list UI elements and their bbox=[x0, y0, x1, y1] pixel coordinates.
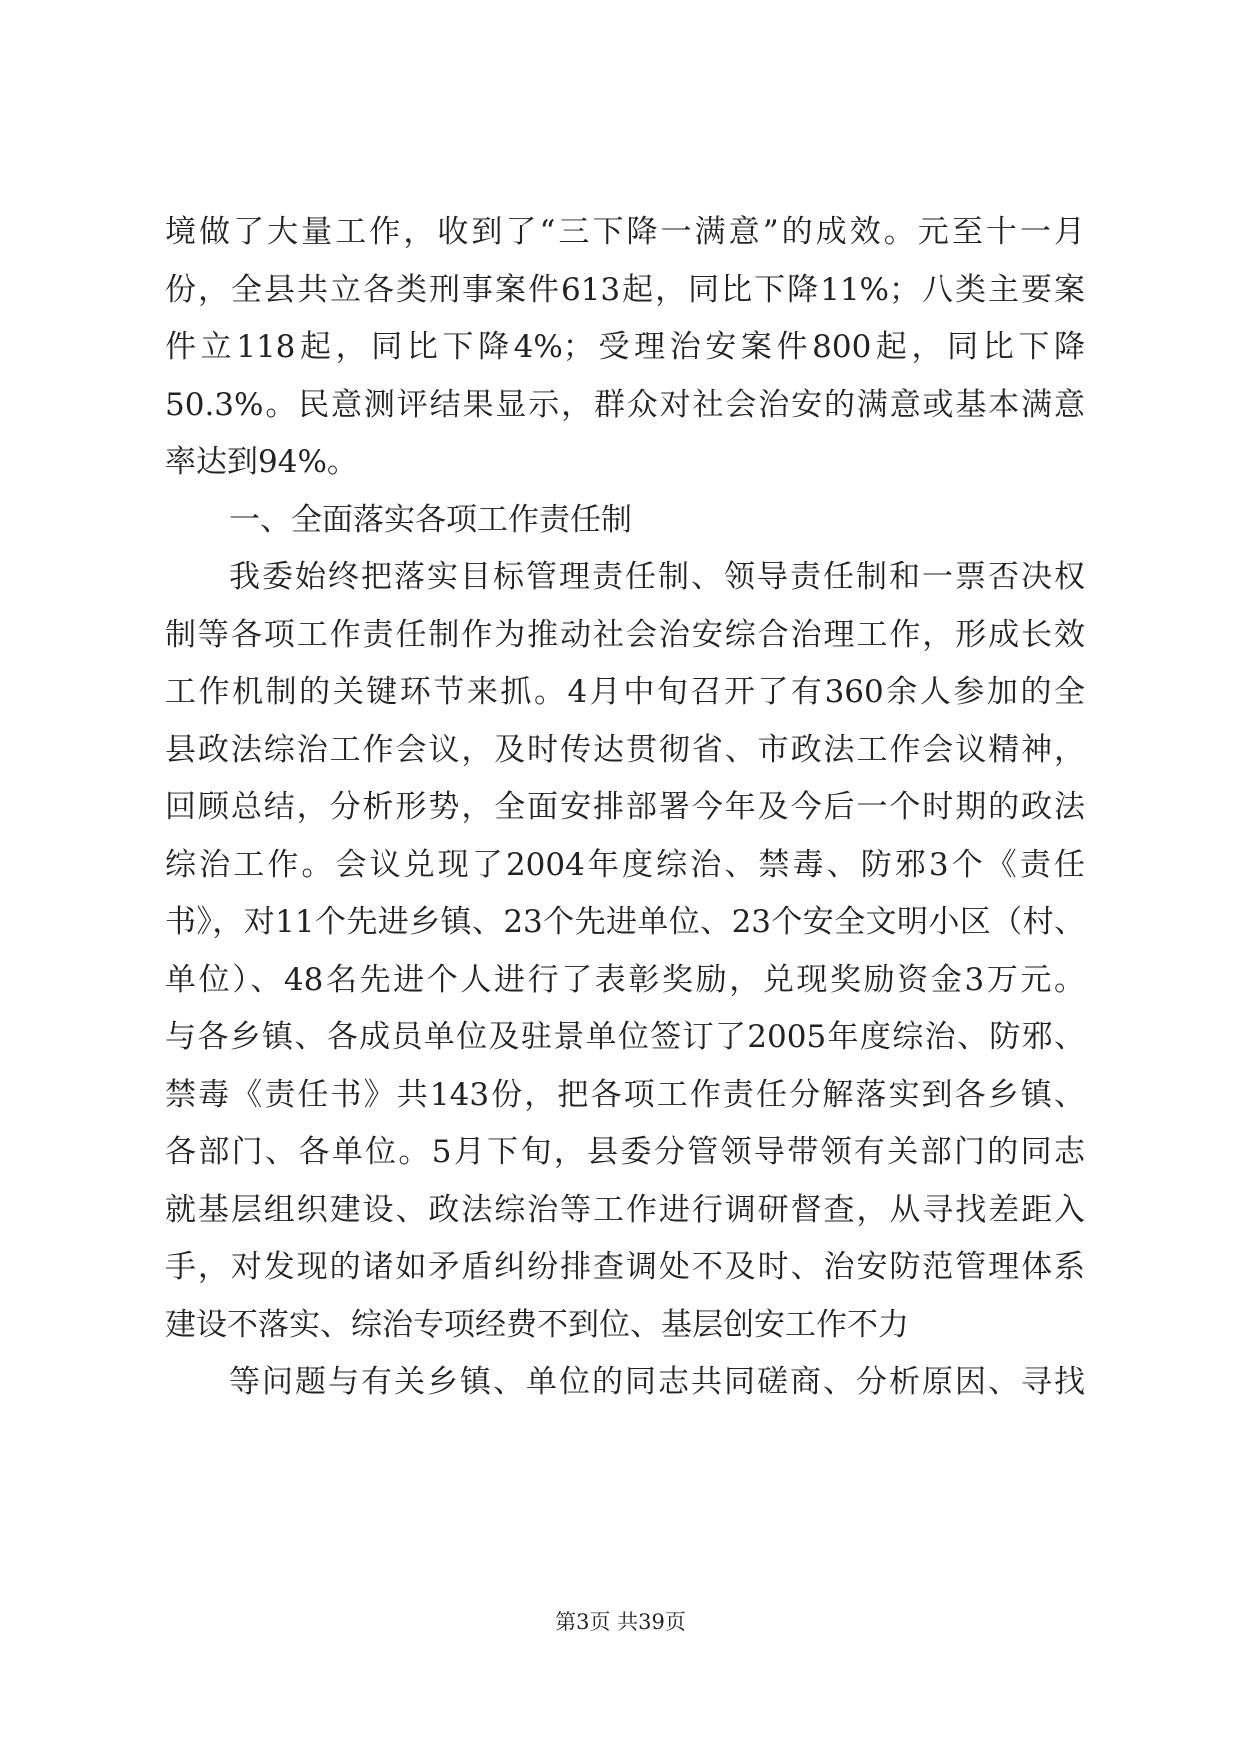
text-line: 就基层组织建设、政法综治等工作进行调研督查，从寻找差距入 bbox=[165, 1191, 1085, 1228]
text-line: 我委始终把落实目标管理责任制、领导责任制和一票否决权 bbox=[229, 559, 1085, 595]
text-line: 各部门、各单位。5月下旬，县委分管领导带领有关部门的同志 bbox=[165, 1134, 1085, 1170]
section-heading: 一、全面落实各项工作责任制 bbox=[229, 501, 632, 538]
text-line: 建设不落实、综治专项经费不到位、基层创安工作不力 bbox=[165, 1306, 909, 1343]
text-line: 书》，对11个先进乡镇、23个先进单位、23个安全文明小区（村、 bbox=[165, 904, 1085, 940]
text-line: 境做了大量工作，收到了“三下降一满意”的成效。元至十一月 bbox=[165, 214, 1085, 250]
text-line: 50.3%。民意测评结果显示，群众对社会治安的满意或基本满意 bbox=[165, 386, 1085, 423]
text-line: 份，全县共立各类刑事案件613起，同比下降11%；八类主要案 bbox=[165, 271, 1085, 308]
text-line: 件立118起，同比下降4%；受理治安案件800起，同比下降 bbox=[165, 329, 1085, 365]
text-line: 与各乡镇、各成员单位及驻景单位签订了2005年度综治、防邪、 bbox=[165, 1019, 1085, 1055]
text-line: 禁毒《责任书》共143份，把各项工作责任分解落实到各乡镇、 bbox=[165, 1076, 1085, 1113]
text-line: 回顾总结，分析形势，全面安排部署今年及今后一个时期的政法 bbox=[165, 789, 1085, 825]
text-line: 县政法综治工作会议，及时传达贯彻省、市政法工作会议精神， bbox=[165, 731, 1085, 768]
text-line: 工作机制的关键环节来抓。4月中旬召开了有360余人参加的全 bbox=[165, 674, 1085, 710]
text-line: 等问题与有关乡镇、单位的同志共同磋商、分析原因、寻找 bbox=[229, 1364, 1085, 1400]
text-line: 单位）、48名先进个人进行了表彰奖励，兑现奖励资金3万元。 bbox=[165, 961, 1085, 998]
page-footer: 第3页 共39页 bbox=[555, 1610, 686, 1634]
body-text bbox=[165, 204, 1085, 1412]
text-line: 手，对发现的诸如矛盾纠纷排查调处不及时、治安防范管理体系 bbox=[165, 1249, 1085, 1285]
text-line: 制等各项工作责任制作为推动社会治安综合治理工作，形成长效 bbox=[165, 616, 1085, 653]
text-line: 率达到94%。 bbox=[165, 444, 358, 480]
text-line: 综治工作。会议兑现了2004年度综治、禁毒、防邪3个《责任 bbox=[165, 846, 1085, 883]
